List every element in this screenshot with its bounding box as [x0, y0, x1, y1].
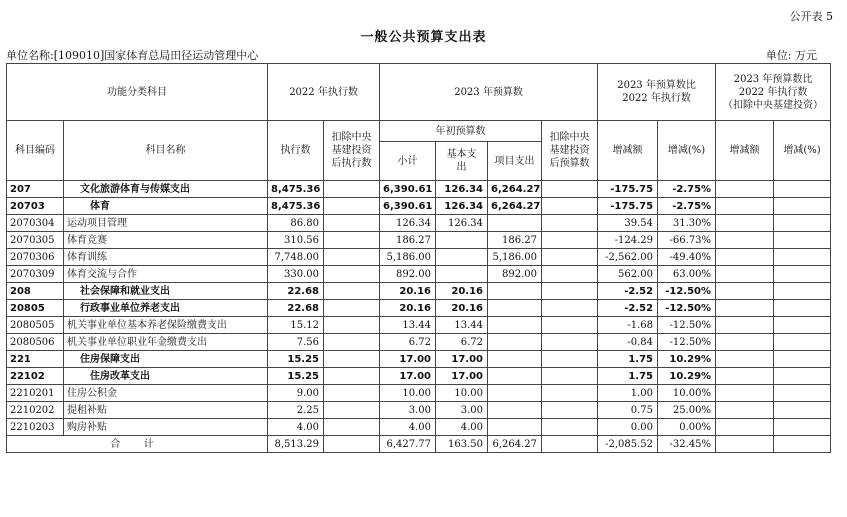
row-name: 住房公积金 [64, 385, 268, 402]
row-budget-excl [542, 368, 598, 385]
row-budget-excl [542, 283, 598, 300]
row-increase-pct-2 [774, 181, 831, 198]
row-project [488, 402, 542, 419]
header-compare-excl-line2: 2022 年执行数 [738, 86, 808, 98]
table-row [7, 181, 831, 198]
total-increase-2 [716, 436, 774, 453]
row-basic [436, 266, 488, 283]
row-increase: -175.75 [598, 198, 658, 215]
row-increase-pct-2 [774, 249, 831, 266]
total-subtotal: 6,427.77 [380, 436, 436, 453]
row-subtotal: 17.00 [380, 351, 436, 368]
row-increase: -2.52 [598, 283, 658, 300]
row-increase-2 [716, 317, 774, 334]
row-exec: 86.80 [268, 215, 324, 232]
header-compare-2022-line2: 2022 年执行数 [622, 93, 691, 104]
row-code: 207 [7, 181, 64, 198]
row-name: 机关事业单位职业年金缴费支出 [64, 334, 268, 351]
unit-currency: 单位: 万元 [765, 49, 817, 62]
row-exec: 330.00 [268, 266, 324, 283]
row-increase: -1.68 [598, 317, 658, 334]
row-subtotal: 20.16 [380, 300, 436, 317]
header-compare-excl-line3: （扣除中央基建投资） [723, 99, 824, 111]
row-increase-2 [716, 385, 774, 402]
table-row [7, 402, 831, 419]
row-basic [436, 232, 488, 249]
total-exec-excl [324, 436, 380, 453]
row-exec: 4.00 [268, 419, 324, 436]
row-exec: 9.00 [268, 385, 324, 402]
row-exec-excl [324, 402, 380, 419]
row-increase-2 [716, 334, 774, 351]
row-name: 购房补贴 [64, 419, 268, 436]
row-basic: 126.34 [436, 198, 488, 215]
header-basic [436, 142, 488, 181]
row-exec: 15.12 [268, 317, 324, 334]
table-row [7, 215, 831, 232]
row-subtotal: 186.27 [380, 232, 436, 249]
row-code: 2070309 [7, 266, 64, 283]
table-row [7, 232, 831, 249]
row-subtotal: 20.16 [380, 283, 436, 300]
header-basic-line2: 出 [456, 162, 467, 173]
row-increase-2 [716, 351, 774, 368]
row-basic: 3.00 [436, 402, 488, 419]
header-exec-excl-line3: 后执行数 [331, 158, 372, 169]
row-budget-excl [542, 198, 598, 215]
row-code: 2210201 [7, 385, 64, 402]
row-budget-excl [542, 300, 598, 317]
row-exec: 7.56 [268, 334, 324, 351]
row-exec-excl [324, 385, 380, 402]
row-project [488, 419, 542, 436]
row-subtotal: 10.00 [380, 385, 436, 402]
row-exec-excl [324, 198, 380, 215]
row-increase: -175.75 [598, 181, 658, 198]
unit-name: 单位名称:[109010]国家体育总局田径运动管理中心 [6, 49, 259, 62]
row-increase-pct-2 [774, 283, 831, 300]
row-increase-pct: 10.29% [658, 368, 716, 385]
row-name: 住房改革支出 [64, 368, 268, 385]
header-budget-excl-line1: 扣除中央 [549, 132, 590, 143]
row-basic: 4.00 [436, 419, 488, 436]
row-code: 2070306 [7, 249, 64, 266]
row-exec-excl [324, 266, 380, 283]
total-budget-excl [542, 436, 598, 453]
total-increase: -2,085.52 [598, 436, 658, 453]
row-exec-excl [324, 300, 380, 317]
row-budget-excl [542, 419, 598, 436]
row-budget-excl [542, 351, 598, 368]
table-row [7, 419, 831, 436]
row-basic: 126.34 [436, 215, 488, 232]
row-project [488, 300, 542, 317]
row-increase-2 [716, 249, 774, 266]
row-exec: 2.25 [268, 402, 324, 419]
row-exec: 7,748.00 [268, 249, 324, 266]
row-increase-pct: 10.00% [658, 385, 716, 402]
row-exec-excl [324, 232, 380, 249]
row-increase-2 [716, 232, 774, 249]
row-name: 文化旅游体育与传媒支出 [64, 181, 268, 198]
table-row [7, 368, 831, 385]
total-row [7, 436, 831, 453]
row-budget-excl [542, 215, 598, 232]
table-row [7, 334, 831, 351]
row-project [488, 368, 542, 385]
row-subtotal: 6,390.61 [380, 198, 436, 215]
row-subtotal: 126.34 [380, 215, 436, 232]
row-increase-pct: -66.73% [658, 232, 716, 249]
row-project [488, 283, 542, 300]
budget-table [6, 63, 831, 453]
row-increase: 1.75 [598, 351, 658, 368]
row-increase-pct-2 [774, 215, 831, 232]
row-subtotal: 3.00 [380, 402, 436, 419]
row-increase-pct: 31.30% [658, 215, 716, 232]
row-increase-2 [716, 266, 774, 283]
row-name: 体育 [64, 198, 268, 215]
row-exec-excl [324, 283, 380, 300]
total-basic: 163.50 [436, 436, 488, 453]
row-increase-pct-2 [774, 232, 831, 249]
header-initial-budget: 年初预算数 [380, 121, 542, 142]
total-exec: 8,513.29 [268, 436, 324, 453]
page-title: 一般公共预算支出表 [360, 30, 487, 45]
header-exec-excl [324, 121, 380, 181]
row-code: 2070304 [7, 215, 64, 232]
row-increase: 562.00 [598, 266, 658, 283]
row-basic [436, 249, 488, 266]
row-budget-excl [542, 317, 598, 334]
row-name: 社会保障和就业支出 [64, 283, 268, 300]
header-increase-amount-2: 增减额 [716, 121, 774, 181]
table-row [7, 266, 831, 283]
row-project [488, 385, 542, 402]
header-name: 科目名称 [64, 121, 268, 181]
row-exec-excl [324, 249, 380, 266]
row-basic: 6.72 [436, 334, 488, 351]
row-increase-2 [716, 300, 774, 317]
row-increase-pct-2 [774, 334, 831, 351]
row-increase-2 [716, 419, 774, 436]
row-exec: 22.68 [268, 283, 324, 300]
row-name: 运动项目管理 [64, 215, 268, 232]
row-increase-2 [716, 402, 774, 419]
row-increase-pct-2 [774, 419, 831, 436]
row-code: 2070305 [7, 232, 64, 249]
row-increase-pct: -2.75% [658, 198, 716, 215]
row-increase-pct: -49.40% [658, 249, 716, 266]
row-project: 6,264.27 [488, 181, 542, 198]
row-exec-excl [324, 215, 380, 232]
row-basic: 20.16 [436, 283, 488, 300]
row-subtotal: 6.72 [380, 334, 436, 351]
row-project [488, 351, 542, 368]
table-row [7, 249, 831, 266]
row-increase-2 [716, 198, 774, 215]
row-name: 体育竞赛 [64, 232, 268, 249]
row-project [488, 334, 542, 351]
row-increase-pct-2 [774, 368, 831, 385]
table-row [7, 385, 831, 402]
row-project [488, 215, 542, 232]
row-increase-pct-2 [774, 198, 831, 215]
row-name: 住房保障支出 [64, 351, 268, 368]
row-exec: 15.25 [268, 351, 324, 368]
row-increase-2 [716, 215, 774, 232]
header-basic-line1: 基本支 [446, 149, 477, 160]
row-budget-excl [542, 266, 598, 283]
row-increase: -0.84 [598, 334, 658, 351]
header-exec-2022: 2022 年执行数 [268, 64, 380, 121]
row-budget-excl [542, 385, 598, 402]
header-budget-excl-line3: 后预算数 [549, 158, 590, 169]
header-exec-amount: 执行数 [268, 121, 324, 181]
total-increase-pct: -32.45% [658, 436, 716, 453]
row-exec: 310.56 [268, 232, 324, 249]
row-increase: 0.75 [598, 402, 658, 419]
row-increase: 1.75 [598, 368, 658, 385]
row-code: 2210202 [7, 402, 64, 419]
header-increase-amount: 增减额 [598, 121, 658, 181]
header-code: 科目编码 [7, 121, 64, 181]
row-increase-pct: -2.75% [658, 181, 716, 198]
row-increase-pct: -12.50% [658, 317, 716, 334]
row-increase: 39.54 [598, 215, 658, 232]
row-basic: 126.34 [436, 181, 488, 198]
total-project: 6,264.27 [488, 436, 542, 453]
row-increase-pct: 10.29% [658, 351, 716, 368]
row-budget-excl [542, 181, 598, 198]
row-budget-excl [542, 334, 598, 351]
row-exec: 15.25 [268, 368, 324, 385]
header-compare-excl-line1: 2023 年预算数比 [733, 73, 813, 85]
row-increase-2 [716, 181, 774, 198]
row-exec-excl [324, 368, 380, 385]
header-exec-excl-line2: 基建投资 [331, 145, 372, 156]
header-budget-excl [542, 121, 598, 181]
row-name: 提租补贴 [64, 402, 268, 419]
row-subtotal: 17.00 [380, 368, 436, 385]
row-increase-pct: 63.00% [658, 266, 716, 283]
total-increase-pct-2 [774, 436, 831, 453]
row-increase-pct: -12.50% [658, 300, 716, 317]
header-compare-2022 [598, 64, 716, 121]
row-basic: 20.16 [436, 300, 488, 317]
row-budget-excl [542, 249, 598, 266]
row-increase-2 [716, 368, 774, 385]
row-exec-excl [324, 181, 380, 198]
row-increase: -124.29 [598, 232, 658, 249]
row-exec-excl [324, 317, 380, 334]
table-row [7, 198, 831, 215]
row-name: 行政事业单位养老支出 [64, 300, 268, 317]
row-subtotal: 5,186.00 [380, 249, 436, 266]
row-exec-excl [324, 351, 380, 368]
row-exec: 22.68 [268, 300, 324, 317]
row-name: 体育训练 [64, 249, 268, 266]
row-basic: 17.00 [436, 351, 488, 368]
row-code: 2080505 [7, 317, 64, 334]
row-name: 机关事业单位基本养老保险缴费支出 [64, 317, 268, 334]
row-project: 6,264.27 [488, 198, 542, 215]
row-name: 体育交流与合作 [64, 266, 268, 283]
row-project: 186.27 [488, 232, 542, 249]
row-increase-pct: 25.00% [658, 402, 716, 419]
row-code: 20805 [7, 300, 64, 317]
row-increase-pct: 0.00% [658, 419, 716, 436]
row-basic: 10.00 [436, 385, 488, 402]
header-budget-2023: 2023 年预算数 [380, 64, 598, 121]
row-increase-pct-2 [774, 317, 831, 334]
row-exec-excl [324, 334, 380, 351]
row-basic: 17.00 [436, 368, 488, 385]
row-increase-pct-2 [774, 266, 831, 283]
row-exec-excl [324, 419, 380, 436]
header-exec-excl-line1: 扣除中央 [331, 132, 372, 143]
row-code: 2210203 [7, 419, 64, 436]
row-increase-pct-2 [774, 351, 831, 368]
row-subtotal: 892.00 [380, 266, 436, 283]
row-increase-pct: -12.50% [658, 283, 716, 300]
row-increase-2 [716, 283, 774, 300]
row-code: 20703 [7, 198, 64, 215]
row-project: 5,186.00 [488, 249, 542, 266]
header-subtotal: 小计 [380, 142, 436, 181]
row-increase-pct: -12.50% [658, 334, 716, 351]
total-label: 合 计 [7, 436, 268, 453]
table-row [7, 351, 831, 368]
row-budget-excl [542, 402, 598, 419]
row-code: 22102 [7, 368, 64, 385]
row-budget-excl [542, 232, 598, 249]
row-increase: -2.52 [598, 300, 658, 317]
row-code: 2080506 [7, 334, 64, 351]
header-compare-excl [716, 64, 831, 121]
row-increase: 1.00 [598, 385, 658, 402]
table-row [7, 300, 831, 317]
row-subtotal: 6,390.61 [380, 181, 436, 198]
table-row [7, 317, 831, 334]
header-project: 项目支出 [488, 142, 542, 181]
row-exec: 8,475.36 [268, 198, 324, 215]
row-increase: 0.00 [598, 419, 658, 436]
header-budget-excl-line2: 基建投资 [549, 145, 590, 156]
row-exec: 8,475.36 [268, 181, 324, 198]
row-subtotal: 13.44 [380, 317, 436, 334]
row-basic: 13.44 [436, 317, 488, 334]
header-increase-pct-2: 增减(%) [774, 121, 831, 181]
row-increase-pct-2 [774, 402, 831, 419]
row-code: 208 [7, 283, 64, 300]
row-increase-pct-2 [774, 385, 831, 402]
form-number: 公开表 5 [789, 10, 833, 23]
header-compare-2022-line1: 2023 年预算数比 [617, 80, 696, 91]
row-code: 221 [7, 351, 64, 368]
header-increase-pct: 增减(%) [658, 121, 716, 181]
row-project: 892.00 [488, 266, 542, 283]
row-subtotal: 4.00 [380, 419, 436, 436]
row-increase-pct-2 [774, 300, 831, 317]
header-func-class: 功能分类科目 [7, 64, 268, 121]
row-increase: -2,562.00 [598, 249, 658, 266]
table-row [7, 283, 831, 300]
row-project [488, 317, 542, 334]
